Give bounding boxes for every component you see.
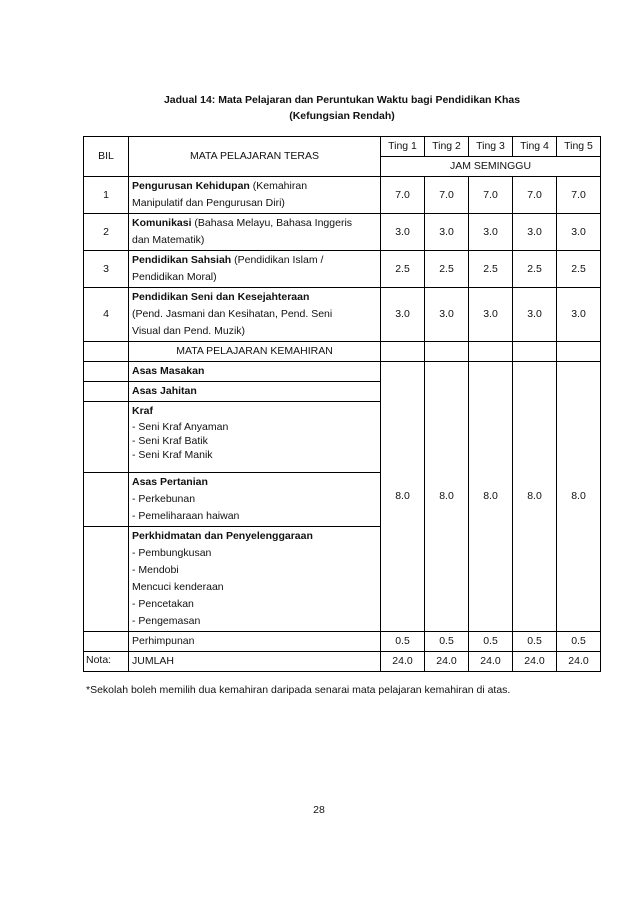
header-level: Ting 5 (557, 137, 601, 157)
row-bil: 1 (84, 177, 129, 214)
page-number: 28 (313, 804, 325, 816)
title-line-1: Jadual 14: Mata Pelajaran dan Peruntukan Waktu bagi Pendidikan Khas (163, 94, 521, 106)
table-title (0, 92, 638, 124)
hours-cell: 7.0 (425, 177, 469, 214)
table-row (84, 632, 601, 652)
header-level: Ting 3 (469, 137, 513, 157)
empty-cell (84, 382, 129, 402)
skill-item: - Pencetakan (132, 598, 194, 610)
subject-detail: (Pend. Jasmani dan Kesihatan, Pend. Seni (132, 308, 333, 320)
header-bil: BIL (84, 137, 129, 177)
table-row (84, 288, 601, 342)
hours-cell: 3.0 (513, 214, 557, 251)
table-row (84, 177, 601, 214)
subject-detail: Manipulatif dan Pengurusan Diri) (132, 197, 285, 209)
empty-cell (84, 362, 129, 382)
subject-detail: (Bahasa Melayu, Bahasa Inggeris (191, 217, 353, 229)
row-subject (129, 288, 381, 342)
empty-cell (425, 342, 469, 362)
empty-cell (513, 342, 557, 362)
empty-cell (84, 473, 129, 527)
total-cell: 24.0 (425, 652, 469, 672)
hours-cell: 3.0 (557, 288, 601, 342)
empty-cell (84, 342, 129, 362)
skill-item: - Seni Kraf Anyaman (132, 421, 229, 433)
skill-masakan: Asas Masakan (129, 362, 381, 382)
row-bil: 4 (84, 288, 129, 342)
subject-title: Pendidikan Seni dan Kesejahteraan (132, 291, 310, 303)
hours-cell: 3.0 (425, 288, 469, 342)
skill-item: - Seni Kraf Manik (132, 449, 213, 461)
total-row (84, 652, 601, 672)
hours-cell: 3.0 (469, 214, 513, 251)
hours-cell: 8.0 (557, 362, 601, 632)
title-line-2: (Kefungsian Rendah) (289, 110, 395, 122)
table-row (84, 362, 601, 382)
subject-title: Pendidikan Sahsiah (132, 254, 232, 266)
subject-detail: Visual dan Pend. Muzik) (132, 325, 246, 337)
note-label: Nota: (86, 654, 112, 666)
skill-perkhidmatan (129, 527, 381, 632)
total-cell: 24.0 (469, 652, 513, 672)
row-subject (129, 214, 381, 251)
empty-cell (84, 402, 129, 473)
row-bil: 2 (84, 214, 129, 251)
hours-cell: 8.0 (513, 362, 557, 632)
total-cell: 24.0 (513, 652, 557, 672)
skill-title: Perkhidmatan dan Penyelenggaraan (132, 530, 313, 542)
hours-cell: 7.0 (381, 177, 425, 214)
skill-pertanian (129, 473, 381, 527)
skill-item: - Perkebunan (132, 493, 196, 505)
empty-cell (469, 342, 513, 362)
skill-item: - Mendobi (132, 564, 179, 576)
hours-cell: 8.0 (425, 362, 469, 632)
empty-cell (84, 632, 129, 652)
hours-cell: 2.5 (381, 251, 425, 288)
hours-cell: 0.5 (381, 632, 425, 652)
table-row (84, 214, 601, 251)
hours-cell: 3.0 (557, 214, 601, 251)
skill-title: Kraf (132, 405, 154, 417)
total-cell: 24.0 (381, 652, 425, 672)
skills-header-row (84, 342, 601, 362)
header-hours: JAM SEMINGGU (381, 157, 601, 177)
subject-detail: dan Matematik) (132, 234, 205, 246)
hours-cell: 3.0 (381, 288, 425, 342)
perhimpunan-label: Perhimpunan (129, 632, 381, 652)
skill-item: - Seni Kraf Batik (132, 435, 208, 447)
hours-cell: 3.0 (381, 214, 425, 251)
hours-cell: 3.0 (513, 288, 557, 342)
hours-cell: 0.5 (557, 632, 601, 652)
skill-item: - Pengemasan (132, 615, 201, 627)
hours-cell: 3.0 (469, 288, 513, 342)
empty-cell (84, 527, 129, 632)
hours-cell: 2.5 (513, 251, 557, 288)
hours-cell: 2.5 (469, 251, 513, 288)
hours-cell: 7.0 (513, 177, 557, 214)
hours-cell: 0.5 (425, 632, 469, 652)
hours-cell: 7.0 (557, 177, 601, 214)
skill-kraf (129, 402, 381, 473)
hours-cell: 2.5 (425, 251, 469, 288)
jumlah-label: JUMLAH (129, 652, 381, 672)
subjects-table (83, 136, 601, 672)
empty-cell (381, 342, 425, 362)
row-subject (129, 251, 381, 288)
hours-cell: 7.0 (469, 177, 513, 214)
hours-cell: 8.0 (381, 362, 425, 632)
subject-title: Pengurusan Kehidupan (132, 180, 250, 192)
header-level: Ting 2 (425, 137, 469, 157)
hours-cell: 8.0 (469, 362, 513, 632)
subject-title: Komunikasi (132, 217, 192, 229)
hours-cell: 2.5 (557, 251, 601, 288)
row-bil: 3 (84, 251, 129, 288)
skills-header: MATA PELAJARAN KEMAHIRAN (129, 342, 381, 362)
header-level: Ting 1 (381, 137, 425, 157)
subject-detail: Pendidikan Moral) (132, 271, 217, 283)
skill-item: - Pembungkusan (132, 547, 212, 559)
empty-cell (557, 342, 601, 362)
header-subjects: MATA PELAJARAN TERAS (129, 137, 381, 177)
hours-cell: 0.5 (513, 632, 557, 652)
hours-cell: 0.5 (469, 632, 513, 652)
hours-cell: 3.0 (425, 214, 469, 251)
header-level: Ting 4 (513, 137, 557, 157)
subject-detail: (Pendidikan Islam / (231, 254, 324, 266)
skill-item: - Pemeliharaan haiwan (132, 510, 240, 522)
skill-jahitan: Asas Jahitan (129, 382, 381, 402)
total-cell: 24.0 (557, 652, 601, 672)
subject-detail: (Kemahiran (249, 180, 308, 192)
skill-item: Mencuci kenderaan (132, 581, 224, 593)
table-row (84, 251, 601, 288)
row-subject (129, 177, 381, 214)
note-text: *Sekolah boleh memilih dua kemahiran daripada senarai mata pelajaran kemahiran di atas. (86, 684, 511, 696)
skill-title: Asas Pertanian (132, 476, 208, 488)
header-row (84, 137, 601, 157)
